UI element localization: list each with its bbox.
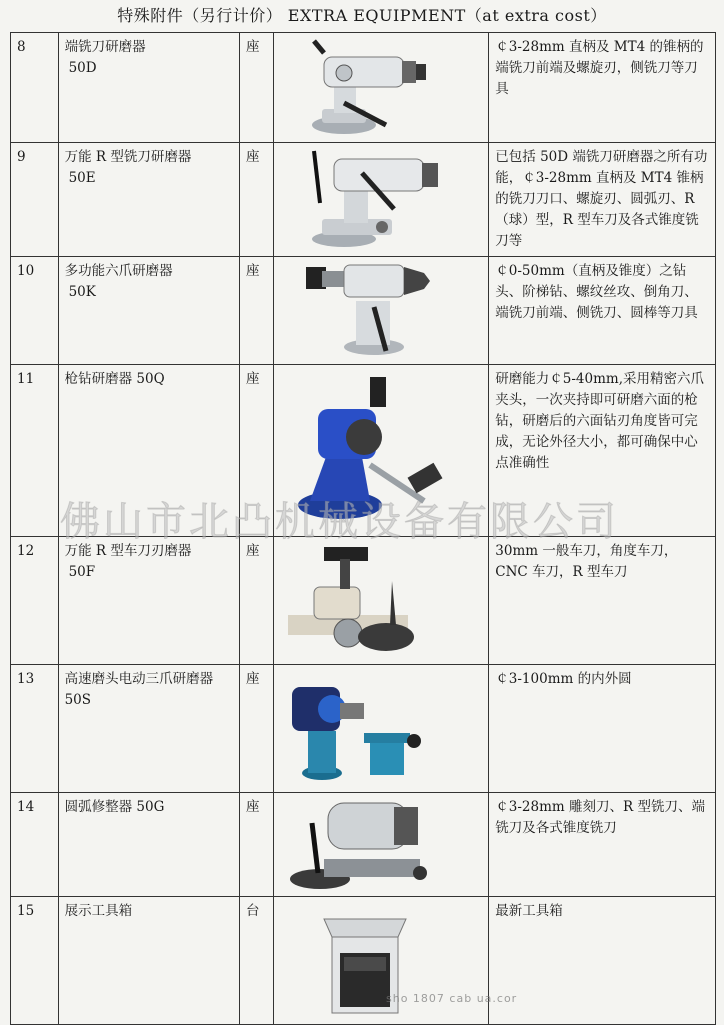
row-number: 11: [11, 365, 59, 537]
table-row: [11, 665, 716, 793]
item-name-cell: [58, 537, 239, 665]
row-number: 15: [11, 897, 59, 1025]
table-row: [11, 33, 716, 143]
item-model: 50F: [68, 564, 96, 580]
item-name: 展示工具箱: [64, 903, 133, 919]
item-description: ￠3-28mm 直柄及 MT4 的锥柄的端铣刀前端及螺旋刃，侧铣刀等刀具: [489, 33, 716, 143]
row-number: 10: [11, 257, 59, 365]
item-unit: 座: [239, 257, 273, 365]
item-name-cell: [58, 897, 239, 1025]
item-name: 端铣刀研磨器: [64, 39, 146, 55]
table-row: [11, 897, 716, 1025]
item-name-cell: [58, 143, 239, 257]
equipment-table: [10, 32, 716, 1025]
row-number: 13: [11, 665, 59, 793]
row-number: 9: [11, 143, 59, 257]
row-number: 8: [11, 33, 59, 143]
item-image-cell: [273, 33, 488, 143]
table-row: [11, 257, 716, 365]
item-unit: 座: [239, 143, 273, 257]
item-name: 多功能六爪研磨器: [64, 263, 173, 279]
item-image-cell: [273, 897, 488, 1025]
gun-drill-grinder-50q-illustration: [274, 365, 464, 535]
footer-stamp: sho 1807 cab ua.cor: [386, 992, 518, 1005]
item-name: 高速磨头电动三爪研磨器 50S: [64, 671, 214, 708]
item-image-cell: [273, 665, 488, 793]
item-image-cell: [273, 793, 488, 897]
item-model: 50E: [68, 170, 96, 186]
item-unit: 座: [239, 665, 273, 793]
r-lathe-tool-grinder-50f-illustration: [274, 537, 464, 663]
arc-dresser-50g-illustration: [274, 793, 464, 895]
item-image-cell: [273, 257, 488, 365]
table-row: [11, 365, 716, 537]
table-row: [11, 143, 716, 257]
item-name: 圆弧修整器 50G: [64, 799, 165, 815]
item-model: 50K: [68, 284, 96, 300]
item-unit: 座: [239, 793, 273, 897]
row-number: 14: [11, 793, 59, 897]
table-row: [11, 537, 716, 665]
item-unit: 座: [239, 537, 273, 665]
item-name-cell: [58, 665, 239, 793]
item-description: 30mm 一般车刀，角度车刀，CNC 车刀，R 型车刀: [489, 537, 716, 665]
item-name-cell: [58, 257, 239, 365]
item-image-cell: [273, 537, 488, 665]
page-title: 特殊附件（另行计价） EXTRA EQUIPMENT（at extra cost）: [117, 6, 607, 25]
end-mill-grinder-50d-illustration: [274, 33, 464, 141]
six-jaw-grinder-50k-illustration: [274, 257, 464, 363]
item-description: 最新工具箱: [489, 897, 716, 1025]
item-name: 万能 R 型车刀刃磨器: [64, 543, 192, 559]
item-description: ￠0-50mm（直柄及锥度）之钻头、阶梯钻、螺纹丝攻、倒角刀、端铣刀前端、侧铣刀、圆棒等刀具: [489, 257, 716, 365]
watermark: 佛山市北凸机械设备有限公司: [60, 499, 619, 545]
item-name: 万能 R 型铣刀研磨器: [64, 149, 192, 165]
item-description: ￠3-28mm 雕刻刀、R 型铣刀、端铣刀及各式锥度铣刀: [489, 793, 716, 897]
item-model: 50D: [68, 60, 97, 76]
item-unit: 座: [239, 365, 273, 537]
item-unit: 座: [239, 33, 273, 143]
item-name-cell: [58, 365, 239, 537]
row-number: 12: [11, 537, 59, 665]
item-description: 已包括 50D 端铣刀研磨器之所有功能，￠3-28mm 直柄及 MT4 锥柄的铣刀刀口、螺旋刃、圆弧刃、R（球）型，R 型车刀及各式锥度铣刀等: [489, 143, 716, 257]
table-row: [11, 793, 716, 897]
item-description: 研磨能力￠5-40mm,采用精密六爪夹头，一次夹持即可研磨六面的枪钻，研磨后的六面钻刃角度皆可完成，无论外径大小，都可确保中心点准确性: [489, 365, 716, 537]
item-unit: 台: [239, 897, 273, 1025]
item-name-cell: [58, 33, 239, 143]
electric-three-jaw-grinder-50s-illustration: [274, 665, 464, 791]
item-image-cell: [273, 143, 488, 257]
item-name-cell: [58, 793, 239, 897]
item-image-cell: [273, 365, 488, 537]
item-name: 枪钻研磨器 50Q: [64, 371, 165, 387]
item-description: ￠3-100mm 的内外圆: [489, 665, 716, 793]
universal-r-cutter-grinder-50e-illustration: [274, 143, 464, 251]
